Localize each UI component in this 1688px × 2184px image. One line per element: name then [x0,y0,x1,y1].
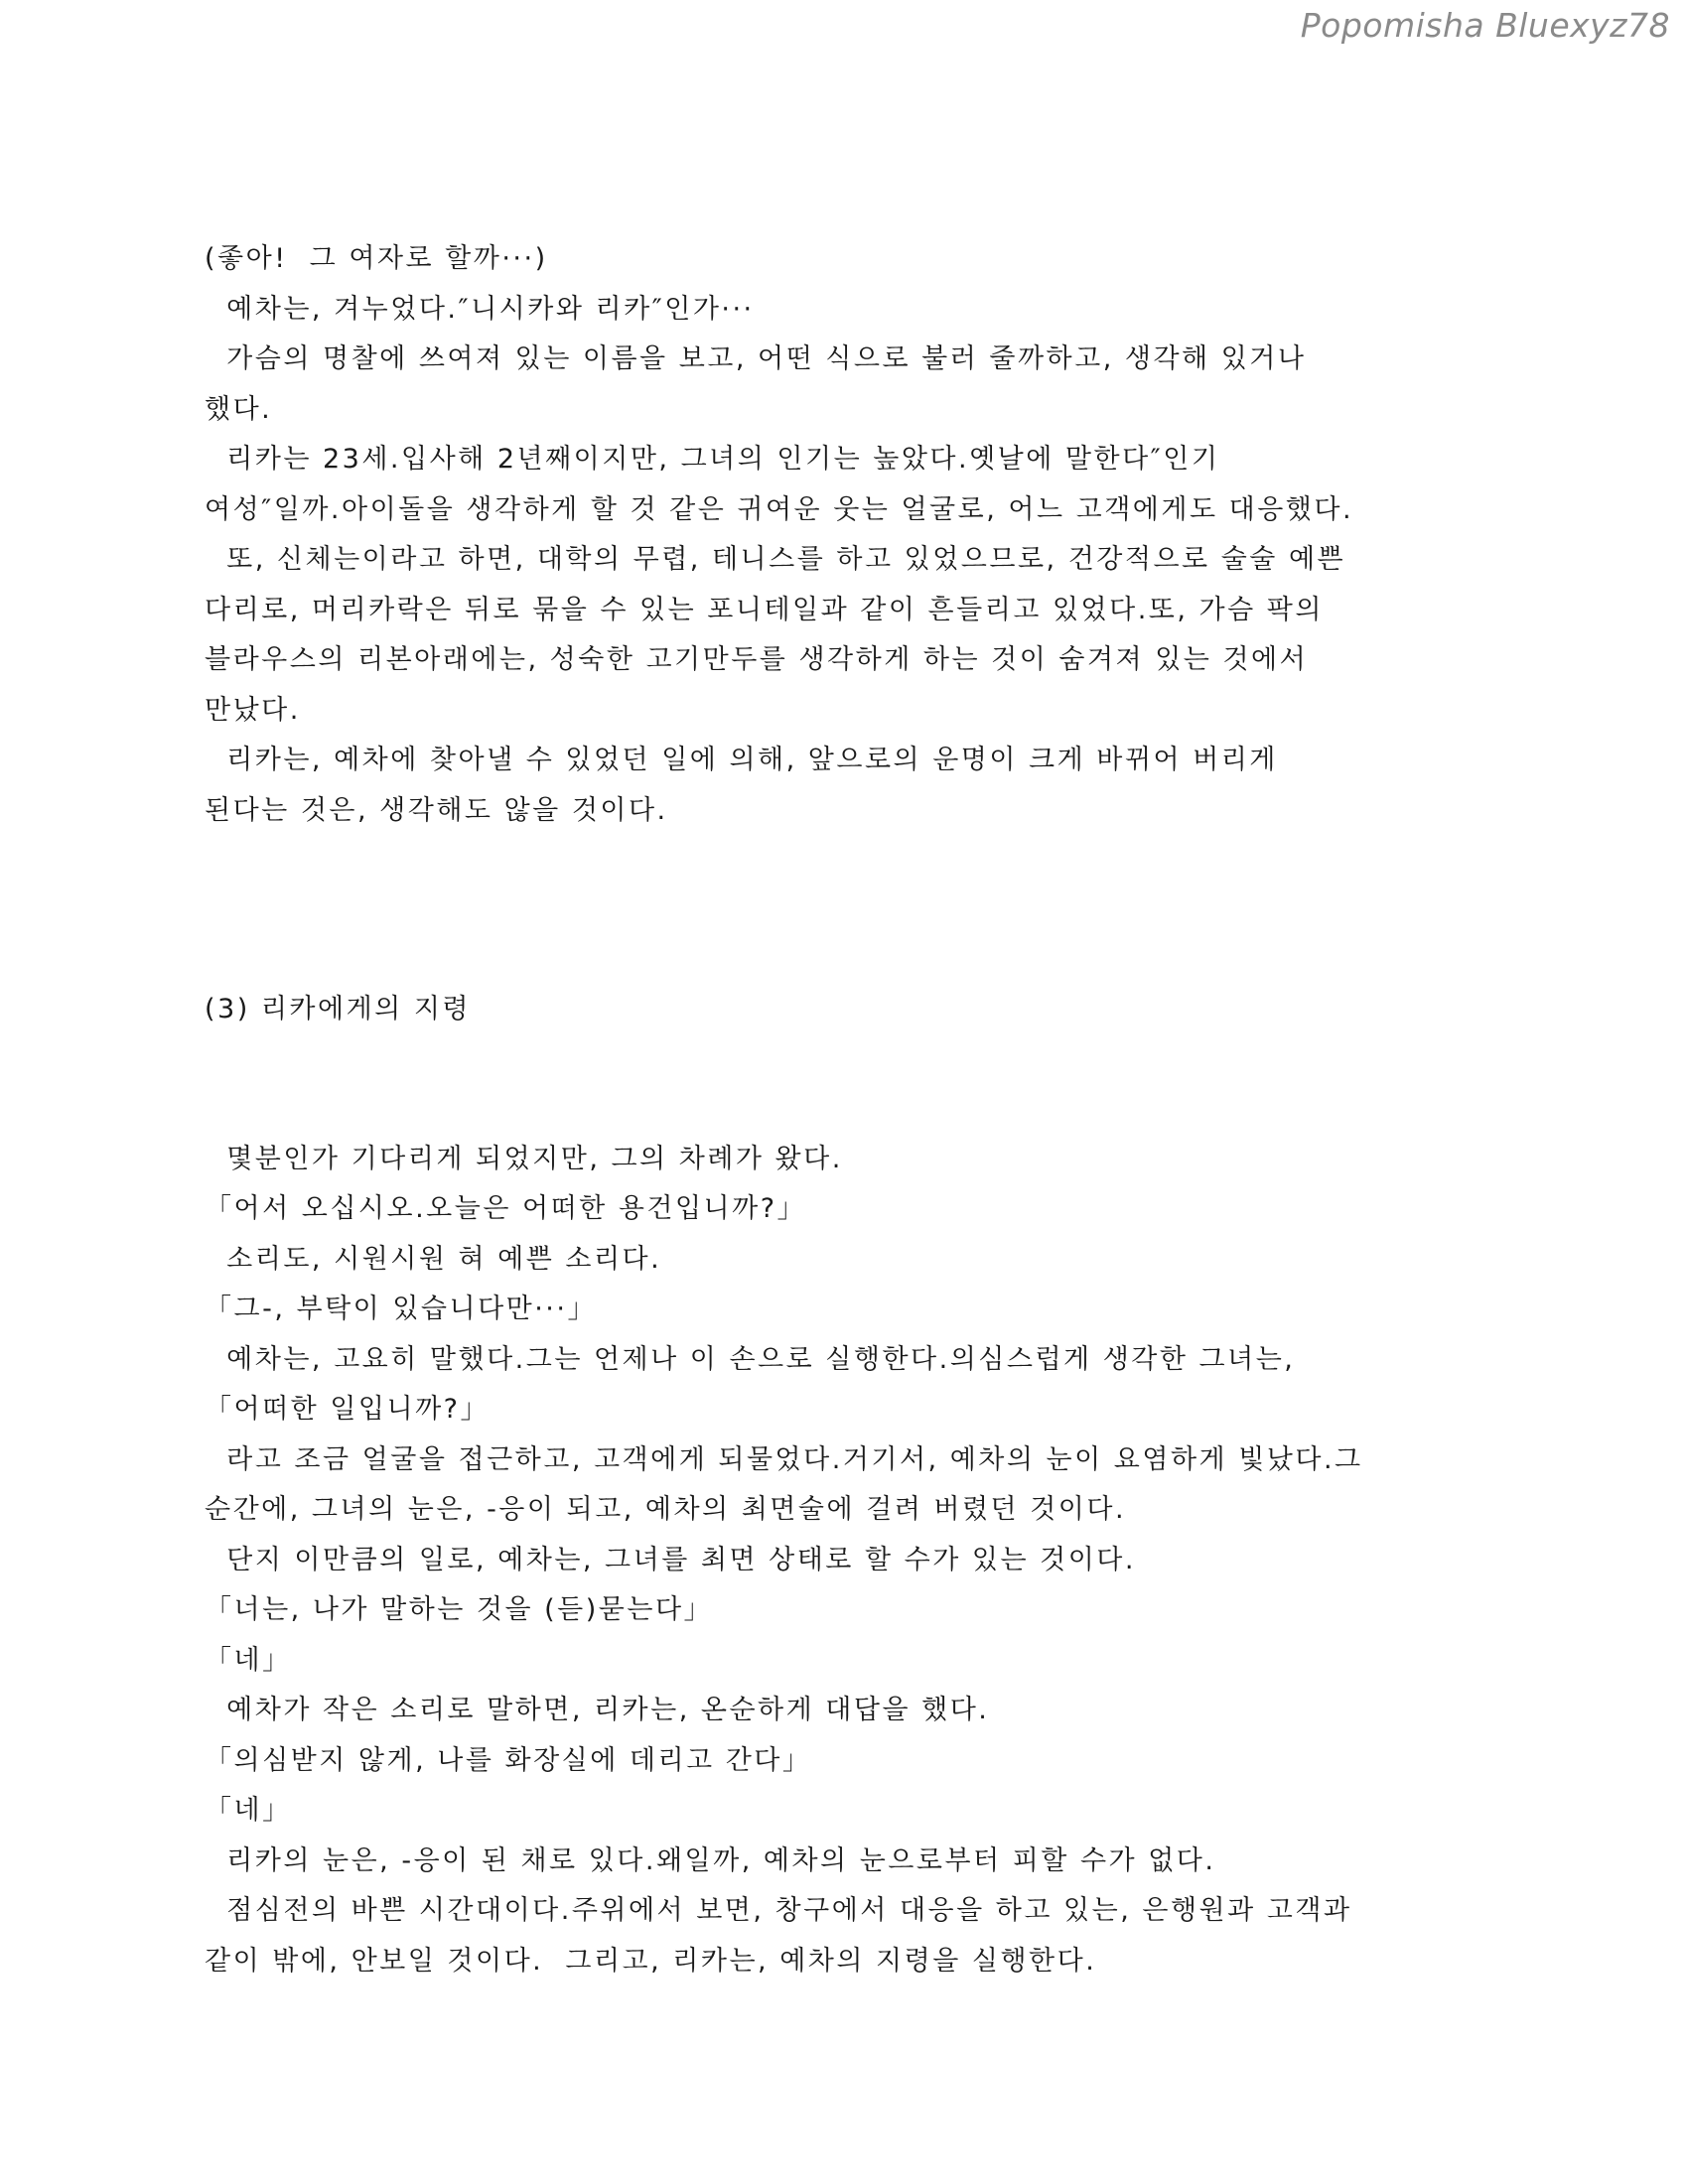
paragraph-line: 예차는, 겨누었다.″니시카와 리카″인가··· [205,293,755,325]
spacer [205,836,1495,935]
paragraph-line: 「어서 오십시오.오늘은 어떠한 용건입니까?」 [205,1193,807,1224]
paragraph-line: 블라우스의 리본아래에는, 성숙한 고기만두를 생각하게 하는 것이 숨겨져 있는 것에서 [205,644,1309,675]
paragraph-line: 가슴의 명찰에 쓰여져 있는 이름을 보고, 어떤 식으로 불러 줄까하고, 생각해 있거나 [205,343,1307,374]
document-body [205,234,1495,1986]
paragraph-line: 같이 밖에, 안보일 것이다. 그리고, 리카는, 예차의 지령을 실행한다. [205,1945,1097,1977]
paragraph-line: 예차는, 고요히 말했다.그는 언제나 이 손으로 실행한다.의심스럽게 생각한 그녀는, [205,1343,1296,1375]
paragraph-line: 점심전의 바쁜 시간대이다.주위에서 보면, 창구에서 대응을 하고 있는, 은행원과 고객과 [205,1895,1352,1926]
paragraph-line: 소리도, 시원시원 혀 예쁜 소리다. [205,1243,662,1275]
paragraph-line: (좋아! 그 여자로 할까···) [205,243,548,274]
section-a [205,234,1495,836]
paragraph-line: 「그-, 부탁이 있습니다만···」 [205,1294,597,1324]
spacer [205,935,1495,985]
paragraph-line: 리카는 23세.입사해 2년째이지만, 그녀의 인기는 높았다.옛날에 말한다″인기 [205,444,1220,475]
paragraph-line: 「어떠한 일입니까?」 [205,1394,490,1425]
paragraph-line: 「네」 [205,1795,292,1826]
section-heading: (3) 리카에게의 지령 [205,994,471,1024]
watermark: Popomisha Bluexyz78 [1300,6,1670,45]
paragraph-line: 만났다. [205,694,301,726]
paragraph-line: 다리로, 머리카락은 뒤로 묶을 수 있는 포니테일과 같이 흔들리고 있었다.또, 가슴 팍의 [205,594,1324,625]
paragraph-line: 순간에, 그녀의 눈은, -응이 되고, 예차의 최면술에 걸려 버렸던 것이다. [205,1494,1127,1525]
spacer [205,1035,1495,1135]
paragraph-line: 예차가 작은 소리로 말하면, 리카는, 온순하게 대답을 했다. [205,1695,990,1725]
paragraph-line: 또, 신체는이라고 하면, 대학의 무렵, 테니스를 하고 있었으므로, 건강적으로 술술 예쁜 [205,544,1346,575]
paragraph-line: 라고 조금 얼굴을 접근하고, 고객에게 되물었다.거기서, 예차의 눈이 요염하게 빛났다.그 [205,1443,1363,1475]
paragraph-line: 「네」 [205,1644,292,1676]
section-b [205,1135,1495,1987]
paragraph-line: 리카는, 예차에 찾아낼 수 있었던 일에 의해, 앞으로의 운명이 크게 바뀌어 버리게 [205,745,1278,775]
paragraph-line: 단지 이만큼의 일로, 예차는, 그녀를 최면 상태로 할 수가 있는 것이다. [205,1544,1136,1575]
paragraph-line: 리카의 눈은, -응이 된 채로 있다.왜일까, 예차의 눈으로부터 피할 수가 없다. [205,1844,1216,1876]
paragraph-line: 몇분인가 기다리게 되었지만, 그의 차례가 왔다. [205,1143,843,1174]
paragraph-line: 했다. [205,393,273,425]
paragraph-line: 여성″일까.아이돌을 생각하게 할 것 같은 귀여운 웃는 얼굴로, 어느 고객에게도 대응했다. [205,493,1354,525]
paragraph-line: 「의심받지 않게, 나를 화장실에 데리고 간다」 [205,1744,812,1776]
paragraph-line: 「너는, 나가 말하는 것을 (듣)묻는다」 [205,1594,714,1625]
paragraph-line: 된다는 것은, 생각해도 않을 것이다. [205,794,668,826]
